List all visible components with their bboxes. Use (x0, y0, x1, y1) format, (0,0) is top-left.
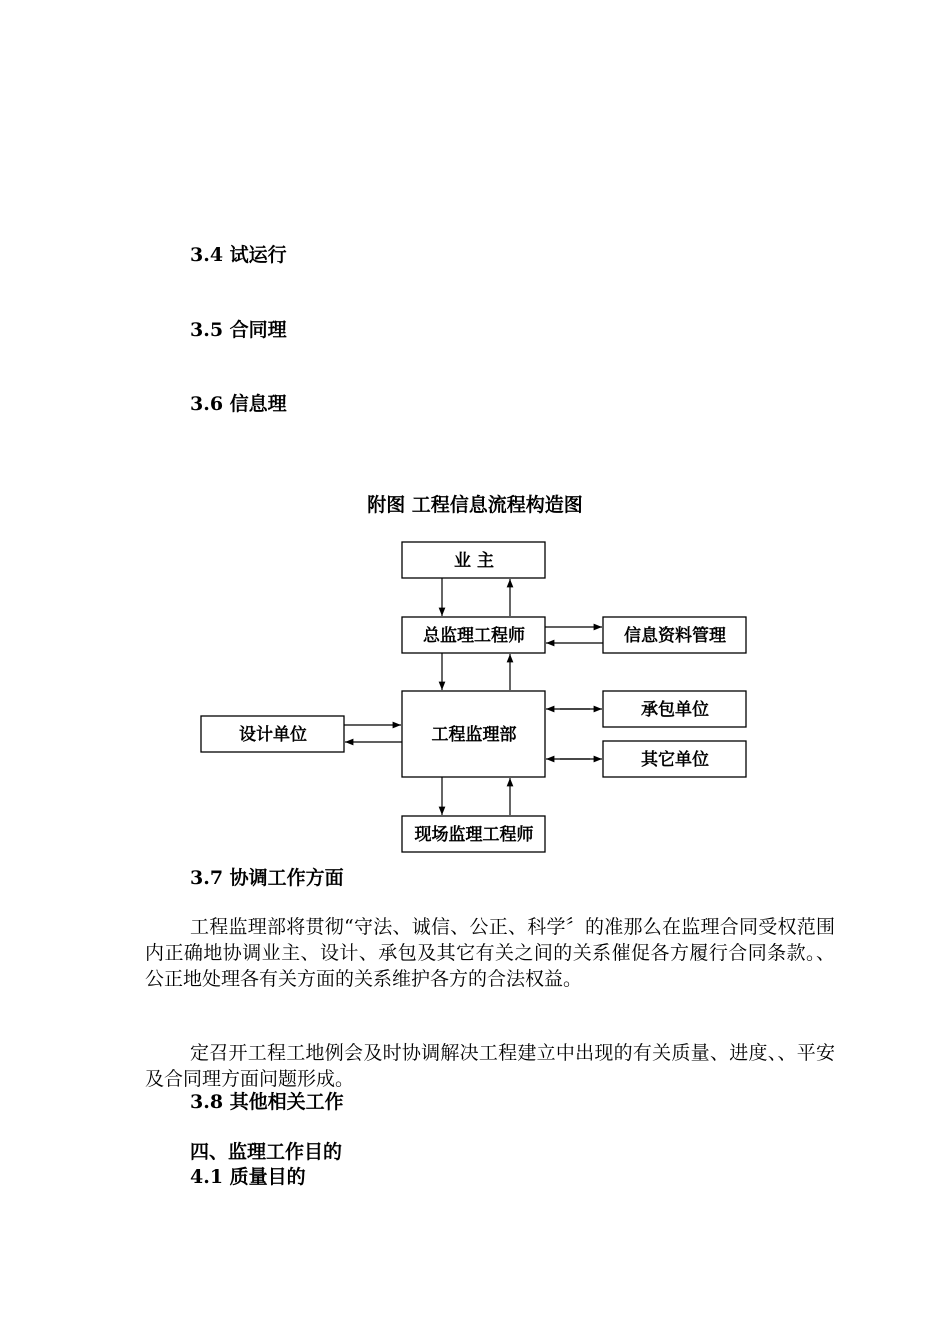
heading-3-5: 3.5 合同理 (190, 319, 287, 341)
paragraph-meetings: 定召开工程工地例会及时协调解决工程建立中出现的有关质量、进度、、平安及合同理方面问题形成。 (145, 1042, 835, 1090)
heading-3-6: 3.6 信息理 (190, 393, 287, 415)
label-owner: 业 主 (454, 551, 494, 571)
label-site-engineer: 现场监理工程师 (414, 825, 534, 845)
label-info-management: 信息资料管理 (624, 626, 726, 646)
info-flow-diagram (0, 480, 950, 860)
heading-3-7: 3.7 协调工作方面 (190, 867, 344, 889)
heading-4: 四、监理工作目的 (190, 1141, 343, 1163)
heading-3-4: 3.4 试运行 (190, 244, 287, 266)
label-design-unit: 设计单位 (239, 725, 307, 745)
label-other-units: 其它单位 (641, 750, 709, 770)
paragraph-coordination: 工程监理部将贯彻“守法、诚信、公正、科学〞的准那么在监理合同受权范围内正确地协调业主、设计、承包及其它有关之间的关系催促各方履行合同条款。、公正地处理各有关方面的关系维护各方的合法权益。 (145, 916, 835, 990)
label-contractor: 承包单位 (641, 700, 709, 720)
label-chief-engineer: 总监理工程师 (423, 626, 525, 646)
figure-caption: 附图 工程信息流程构造图 (367, 494, 583, 516)
heading-3-8: 3.8 其他相关工作 (190, 1091, 344, 1113)
label-supervision-dept: 工程监理部 (431, 725, 517, 745)
heading-4-1: 4.1 质量目的 (190, 1166, 306, 1188)
